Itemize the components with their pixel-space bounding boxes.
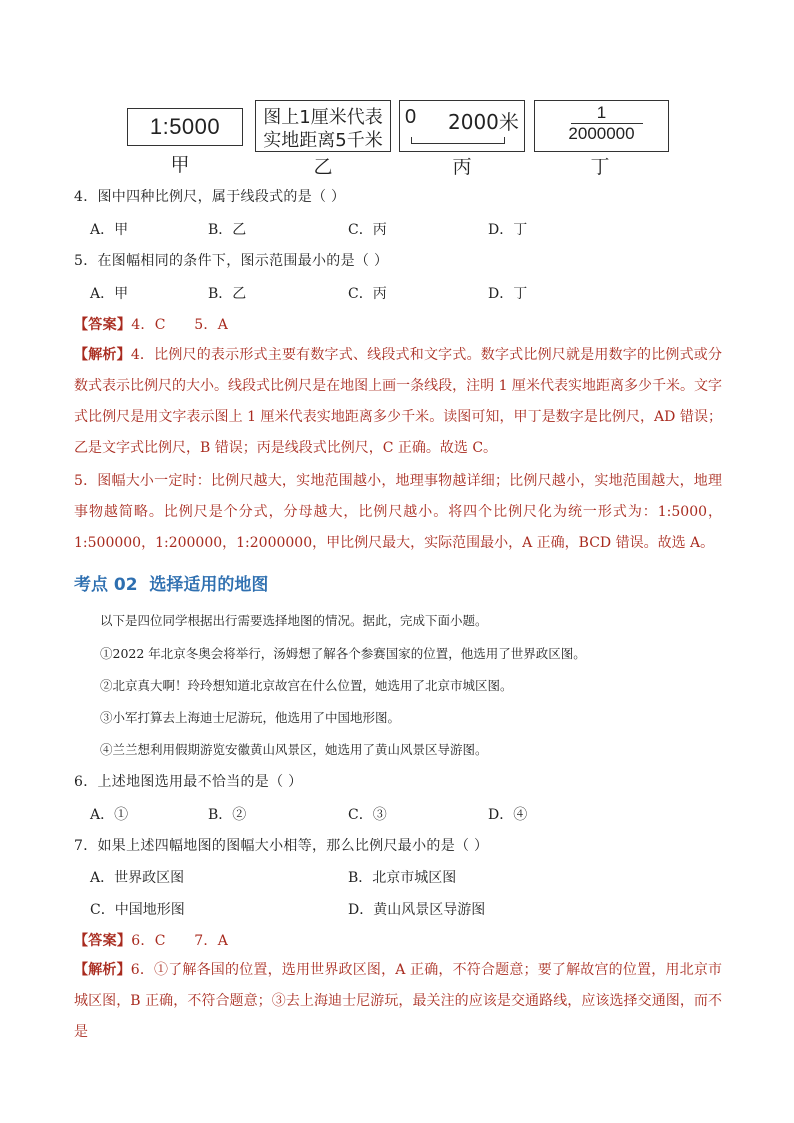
scale-bing-box	[399, 100, 525, 152]
material-item-4: ④兰兰想利用假期游览安徽黄山风景区，她选用了黄山风景区导游图。	[100, 742, 488, 757]
scale-bing-label: 丙	[452, 156, 472, 178]
q5-option-a: A．甲	[90, 286, 129, 302]
answer-block-2	[74, 930, 228, 950]
answer-tag: 【答案】	[74, 933, 132, 949]
q7-option-a: A．世界政区图	[90, 870, 185, 886]
material-intro: 以下是四位同学根据出行需要选择地图的情况。据此，完成下面小题。	[100, 613, 488, 628]
q6-option-d: D．④	[488, 807, 528, 823]
question-4: 4．图中四种比例尺，属于线段式的是（ ）	[74, 189, 346, 205]
scale-jia-text: 1:5000	[149, 114, 221, 139]
analysis-4	[74, 340, 722, 464]
scale-yi-line1: 图上1厘米代表	[263, 107, 383, 128]
scale-ding-denominator: 2000000	[568, 124, 635, 143]
q4-option-c: C．丙	[348, 222, 387, 238]
q5-option-c: C．丙	[348, 286, 387, 302]
question-6: 6．上述地图选用最不恰当的是（ ）	[74, 774, 303, 790]
material-item-1: ①2022 年北京冬奥会将举行，汤姆想了解各个参赛国家的位置，他选用了世界政区图。	[100, 646, 586, 661]
analysis-6	[74, 955, 722, 1048]
answer-block-1	[74, 314, 228, 334]
q7-option-d: D．黄山风景区导游图	[348, 902, 486, 918]
q5-option-d: D．丁	[488, 286, 528, 302]
analysis-4-text: 4．比例尺的表示形式主要有数字式、线段式和文字式。数字式比例尺就是用数字的比例式或分数式表示比例尺的大小。线段式比例尺是在地图上画一条线段，注明 1 厘米代表实地距离多少千米。文字式比例尺是用文字表示图上 1 厘米代表实地距离多少千米。读图可知，甲丁是数字是比例尺，AD 错误；乙是文字式比例尺，B 错误；丙是线段式比例尺，C 正确。故选 C。	[74, 347, 723, 456]
section-heading: 考点 02 选择适用的地图	[74, 575, 269, 595]
q6-option-b: B．②	[208, 807, 247, 823]
question-5: 5．在图幅相同的条件下，图示范围最小的是（ ）	[74, 253, 389, 269]
scale-jia-label: 甲	[170, 154, 190, 176]
q6-option-c: C．③	[348, 807, 387, 823]
analysis-5	[74, 466, 722, 559]
q7-option-b: B．北京市城区图	[348, 870, 457, 886]
scale-bing-distance: 2000米	[448, 110, 519, 134]
scale-ding-numerator: 1	[596, 103, 607, 122]
q4-option-b: B．乙	[208, 222, 247, 238]
question-7: 7．如果上述四幅地图的图幅大小相等，那么比例尺最小的是（ ）	[74, 838, 489, 854]
q5-option-b: B．乙	[208, 286, 247, 302]
answer-text: 4．C 5．A	[131, 317, 229, 333]
analysis-tag: 【解析】	[74, 962, 131, 978]
scale-yi-label: 乙	[313, 156, 333, 178]
answer-tag: 【答案】	[74, 317, 132, 333]
q4-option-d: D．丁	[488, 222, 528, 238]
scale-yi-box	[255, 100, 391, 152]
analysis-tag: 【解析】	[74, 347, 131, 363]
scale-ding-label: 丁	[590, 156, 610, 178]
scale-ding-box	[534, 100, 669, 152]
scale-bing-bar	[411, 137, 505, 144]
answer-text: 6．C 7．A	[131, 933, 229, 949]
q4-option-a: A．甲	[90, 222, 129, 238]
scale-bing-zero: 0	[405, 106, 417, 128]
scale-yi-line2: 实地距离5千米	[263, 130, 383, 151]
q7-option-c: C．中国地形图	[90, 902, 185, 918]
q6-option-a: A．①	[90, 807, 129, 823]
analysis-6-text: 6．①了解各国的位置，选用世界政区图，A 正确，不符合题意；要了解故宫的位置，用北京市城区图，B 正确，不符合题意；③去上海迪士尼游玩，最关注的应该是交通路线，应该选择交通图，而不是	[74, 962, 723, 1040]
analysis-5-text: 5．图幅大小一定时：比例尺越大，实地范围越小，地理事物越详细；比例尺越小，实地范围越大，地理事物越简略。比例尺是个分式，分母越大，比例尺越小。将四个比例尺化为统一形式为：1:5000，1:500000，1:200000，1:2000000，甲比例尺最大，实际范围最小，A 正确，BCD 错误。故选 A。	[74, 473, 722, 551]
material-item-3: ③小军打算去上海迪士尼游玩，他选用了中国地形图。	[100, 710, 401, 725]
scale-jia-box	[127, 108, 243, 146]
material-item-2: ②北京真大啊！玲玲想知道北京故宫在什么位置，她选用了北京市城区图。	[100, 678, 513, 693]
